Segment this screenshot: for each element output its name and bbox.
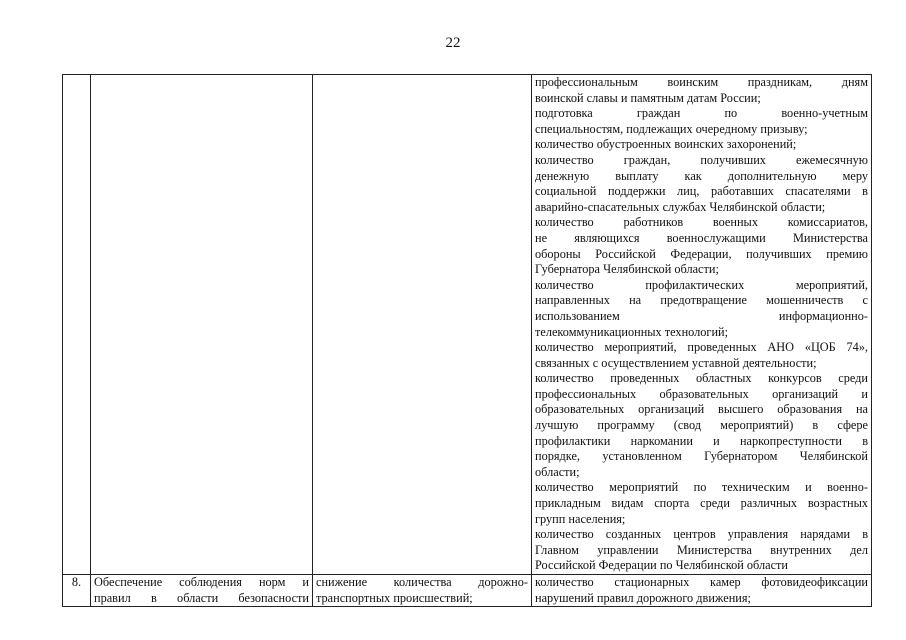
text-line: лучшую программу (свод мероприятий) в сфере <box>535 418 868 433</box>
row-number-cell <box>63 75 91 575</box>
text-line: специальностям, подлежащих очередному призыву; <box>535 121 808 136</box>
text-line: Губернатора Челябинской области; <box>535 262 719 277</box>
indicator-lines <box>535 575 868 606</box>
text-line: групп населения; <box>535 511 626 526</box>
text-line: профилактики наркомании и наркопреступности в <box>535 433 868 448</box>
text-line: аварийно-спасательных службах Челябинской области; <box>535 199 826 214</box>
text-line: количество работников военных комиссариатов, <box>535 215 868 230</box>
text-line: количество мероприятий по техническим и военно- <box>535 480 868 495</box>
text-line: количество проведенных областных конкурсов среди <box>535 371 868 386</box>
text-line: нарушений правил дорожного движения; <box>535 590 751 605</box>
text-line: правил в области безопасности <box>94 590 309 605</box>
text-line: социальной поддержки лиц, работавших спасателями в <box>535 184 868 199</box>
objective-cell <box>91 75 313 575</box>
text-line: количество граждан, получивших ежемесячную <box>535 152 868 167</box>
row-number-cell: 8. <box>63 575 91 607</box>
text-line: образовательных организаций высшего образования на <box>535 402 868 417</box>
text-line: направленных на предотвращение мошенничеств с <box>535 293 868 308</box>
text-line: области; <box>535 464 580 479</box>
text-line: снижение количества дорожно- <box>316 575 528 589</box>
program-table <box>62 74 872 607</box>
text-line: обороны Российской Федерации, получивших премию <box>535 246 868 261</box>
page-number: 22 <box>445 35 461 51</box>
text-line: телекоммуникационных технологий; <box>535 324 729 339</box>
text-line: профессиональным воинским праздникам, дням <box>535 75 868 89</box>
text-line: подготовка граждан по военно-учетным <box>535 106 868 121</box>
text-line: связанных с осуществлением уставной деятельности; <box>535 355 817 370</box>
task-cell <box>313 75 532 575</box>
indicators-cell <box>532 575 872 607</box>
table-row-continued <box>63 75 872 575</box>
text-line: воинской славы и памятным датам России; <box>535 90 761 105</box>
table-row-8 <box>63 575 872 607</box>
text-line: прикладным видам спорта среди различных возрастных <box>535 496 868 511</box>
text-line: количество мероприятий, проведенных АНО «ЦОБ 74», <box>535 340 868 355</box>
text-line: не являющихся военнослужащими Министерства <box>535 230 868 245</box>
text-line: Главном управлении Министерства внутренних дел <box>535 542 868 557</box>
objective-cell <box>91 575 313 607</box>
text-line: порядке, установленном Губернатором Челябинской <box>535 449 868 464</box>
text-line: использованием информационно- <box>535 308 868 323</box>
text-line: денежную выплату как дополнительную меру <box>535 168 868 183</box>
text-line: Обеспечение соблюдения норм и <box>94 575 309 589</box>
task-lines <box>316 575 528 606</box>
text-line: количество созданных центров управления нарядами в <box>535 527 868 542</box>
text-line: количество обустроенных воинских захоронений; <box>535 137 797 152</box>
indicator-lines <box>535 75 868 574</box>
task-cell <box>313 575 532 607</box>
text-line: количество профилактических мероприятий, <box>535 277 868 292</box>
text-line: профессиональных образовательных организаций и <box>535 386 868 401</box>
objective-lines <box>94 575 309 606</box>
text-line: транспортных происшествий; <box>316 590 473 605</box>
text-line: Российской Федерации по Челябинской области <box>535 558 789 573</box>
text-line: количество стационарных камер фотовидеофиксации <box>535 575 868 589</box>
indicators-cell <box>532 75 872 575</box>
